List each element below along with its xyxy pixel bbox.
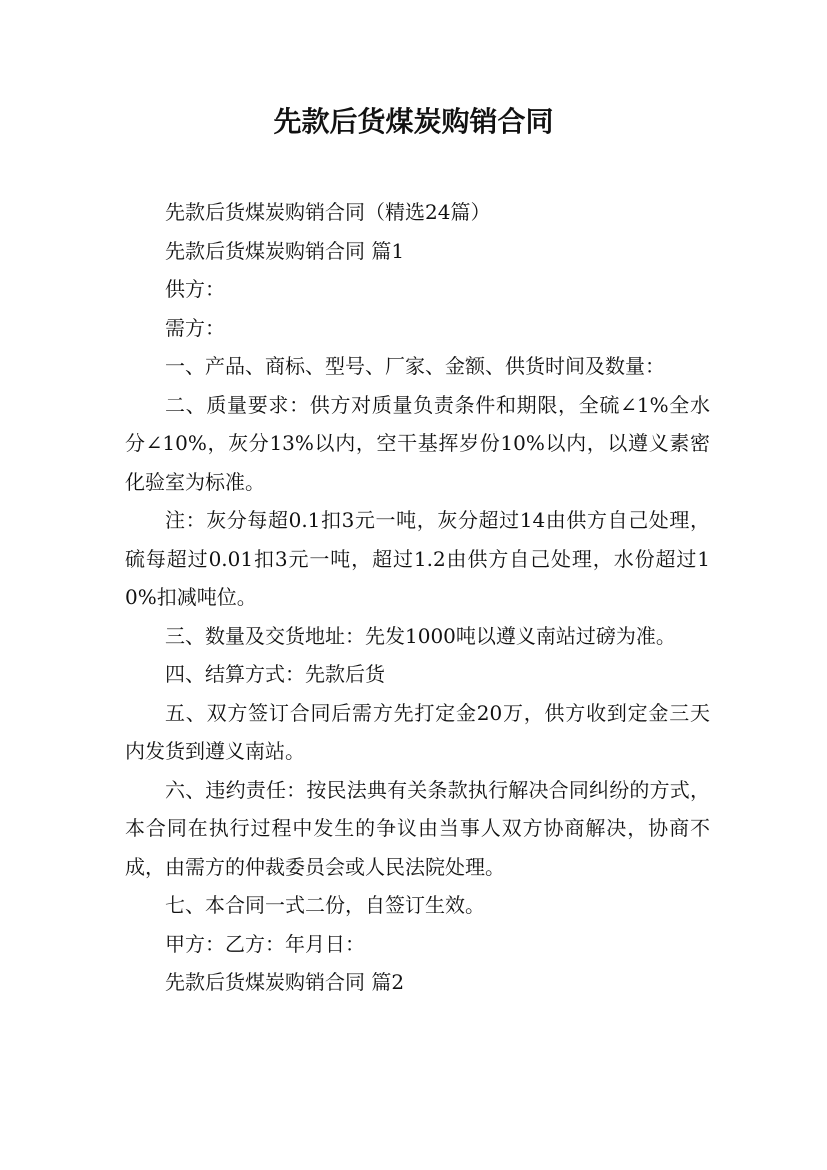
document-title: 先款后货煤炭购销合同: [273, 105, 554, 138]
paragraph-buyer: 需方：: [165, 315, 225, 340]
paragraph-clause-7: 七、本合同一式二份，自签订生效。: [165, 893, 485, 917]
paragraph-clause-3: 三、数量及交货地址：先发1000吨以遵义南站过磅为准。: [165, 623, 676, 648]
paragraph-supplier: 供方：: [165, 277, 225, 301]
document-body: [125, 193, 710, 1002]
paragraph-note: 注：灰分每超0.1扣3元一吨，灰分超过14由供方自己处理，硫每超过0.01扣3元一吨，超过1.2由供方自己处理，水份超过10%扣减吨位。: [125, 508, 710, 609]
paragraph-section-heading-2: 先款后货煤炭购销合同 篇2: [165, 970, 405, 994]
paragraph-collection-heading: 先款后货煤炭购销合同（精选24篇）: [165, 200, 491, 224]
paragraph-clause-5: 五、双方签订合同后需方先打定金20万，供方收到定金三天内发货到遵义南站。: [125, 700, 710, 763]
paragraph-signatures: 甲方：乙方：年月日：: [165, 931, 365, 956]
paragraph-clause-4: 四、结算方式：先款后货: [165, 662, 385, 686]
paragraph-clause-6: 六、违约责任：按民法典有关条款执行解决合同纠纷的方式，本合同在执行过程中发生的争议由当事人双方协商解决，协商不成，由需方的仲裁委员会或人民法院处理。: [125, 777, 710, 879]
paragraph-clause-2: 二、质量要求：供方对质量负责条件和期限，全硫∠1%全水分∠10%，灰分13%以内，空干基挥岁份10%以内，以遵义素密化验室为标准。: [125, 392, 710, 494]
paragraph-section-heading-1: 先款后货煤炭购销合同 篇1: [165, 238, 405, 263]
paragraph-clause-1: 一、产品、商标、型号、厂家、金额、供货时间及数量：: [165, 354, 665, 378]
